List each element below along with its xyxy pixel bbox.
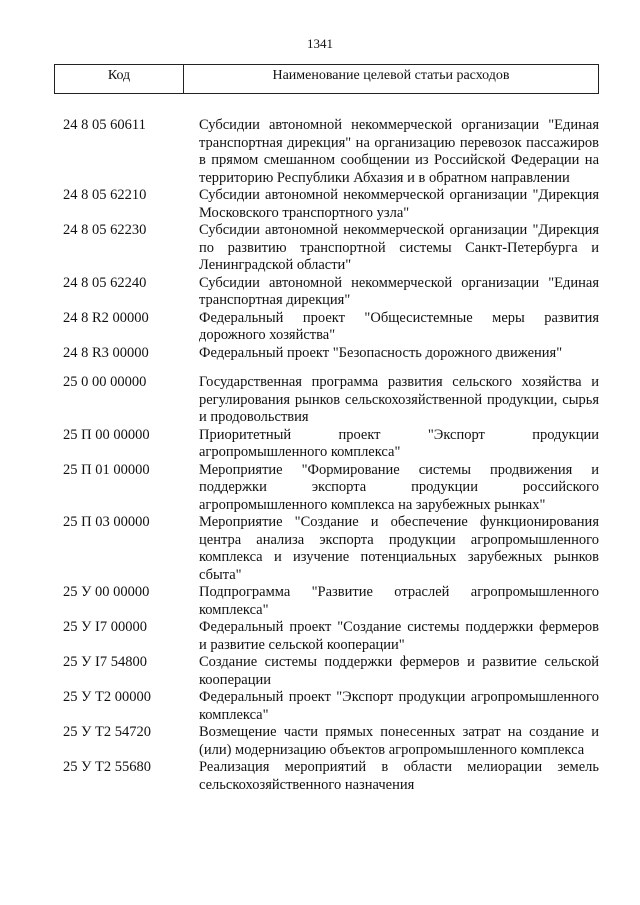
row-name: Субсидии автономной некоммерческой организации "Дирекция по развитию транспортной системы Санкт-Петербурга и Ленинградской области" [199, 222, 599, 273]
row-name: Федеральный проект "Общесистемные меры развития дорожного хозяйства" [199, 309, 599, 343]
row-name: Реализация мероприятий в области мелиорации земель сельскохозяйственного назначения [199, 759, 599, 793]
row-code: 25 У T2 54720 [63, 724, 151, 740]
table-row [63, 462, 599, 515]
row-name: Субсидии автономной некоммерческой организации "Дирекция Московского транспортного узла" [199, 187, 599, 221]
table-row [63, 654, 599, 689]
row-name: Государственная программа развития сельского хозяйства и регулирования рынков сельскохозяйственной продукции, сырья и продовольствия [199, 374, 599, 425]
row-code: 24 8 05 62230 [63, 222, 147, 238]
table-row [63, 345, 599, 363]
row-name: Федеральный проект "Безопасность дорожного движения" [199, 344, 563, 361]
table-row [63, 584, 599, 619]
row-name: Субсидии автономной некоммерческой организации "Единая транспортная дирекция" [199, 274, 599, 308]
table-row [63, 619, 599, 654]
row-code: 24 8 05 62210 [63, 187, 147, 203]
row-name: Федеральный проект "Экспорт продукции агропромышленного комплекса" [199, 689, 599, 723]
row-name: Мероприятие "Формирование системы продвижения и поддержки экспорта продукции российского агропромышленного комплекса на зарубежных рынках" [199, 461, 599, 513]
table-row [63, 374, 599, 427]
row-name: Возмещение части прямых понесенных затрат на создание и (или) модернизацию объектов агропромышленного комплекса [199, 724, 599, 758]
table-row [63, 759, 599, 794]
table-row [63, 689, 599, 724]
row-code: 25 У T2 00000 [63, 689, 151, 705]
table-row [63, 117, 599, 187]
table-row [63, 724, 599, 759]
table-header [54, 64, 599, 94]
row-name: Создание системы поддержки фермеров и развитие сельской кооперации [199, 654, 599, 688]
table-row [63, 310, 599, 345]
table-row [63, 275, 599, 310]
table-row [63, 187, 599, 222]
row-code: 25 П 01 00000 [63, 461, 150, 478]
row-code: 25 П 03 00000 [63, 514, 150, 530]
row-code: 24 8 R3 00000 [63, 344, 149, 361]
row-name: Мероприятие "Создание и обеспечение функционирования центра анализа экспорта продукции агропромышленного комплекса и изучение потенциальных зарубежных рынков сбыта" [199, 514, 599, 583]
table-row [63, 514, 599, 584]
table-row [63, 427, 599, 462]
table-body [63, 117, 599, 794]
row-code: 25 У 00 00000 [63, 584, 150, 600]
row-name: Субсидии автономной некоммерческой организации "Единая транспортная дирекция" на организацию перевозок пассажиров в прямом смешанном сообщении из Российской Федерации на территорию Республики Абхазия и в обратном направлении [199, 117, 599, 186]
row-code: 25 У T2 55680 [63, 759, 151, 775]
row-name: Приоритетный проект "Экспорт продукции агропромышленного комплекса" [199, 426, 599, 460]
row-code: 24 8 05 60611 [63, 117, 146, 133]
row-code: 25 0 00 00000 [63, 374, 147, 390]
row-code: 25 П 00 00000 [63, 426, 150, 443]
row-code: 24 8 05 62240 [63, 274, 147, 291]
header-code: Код [55, 65, 184, 93]
row-name: Федеральный проект "Создание системы поддержки фермеров и развитие сельской кооперации" [199, 619, 599, 653]
table-row [63, 222, 599, 275]
header-name: Наименование целевой статьи расходов [272, 68, 510, 83]
row-code: 25 У I7 54800 [63, 654, 147, 670]
row-name: Подпрограмма "Развитие отраслей агропромышленного комплекса" [199, 584, 599, 618]
row-code: 25 У I7 00000 [63, 619, 147, 635]
page-number: 1341 [307, 36, 333, 51]
row-code: 24 8 R2 00000 [63, 309, 149, 326]
